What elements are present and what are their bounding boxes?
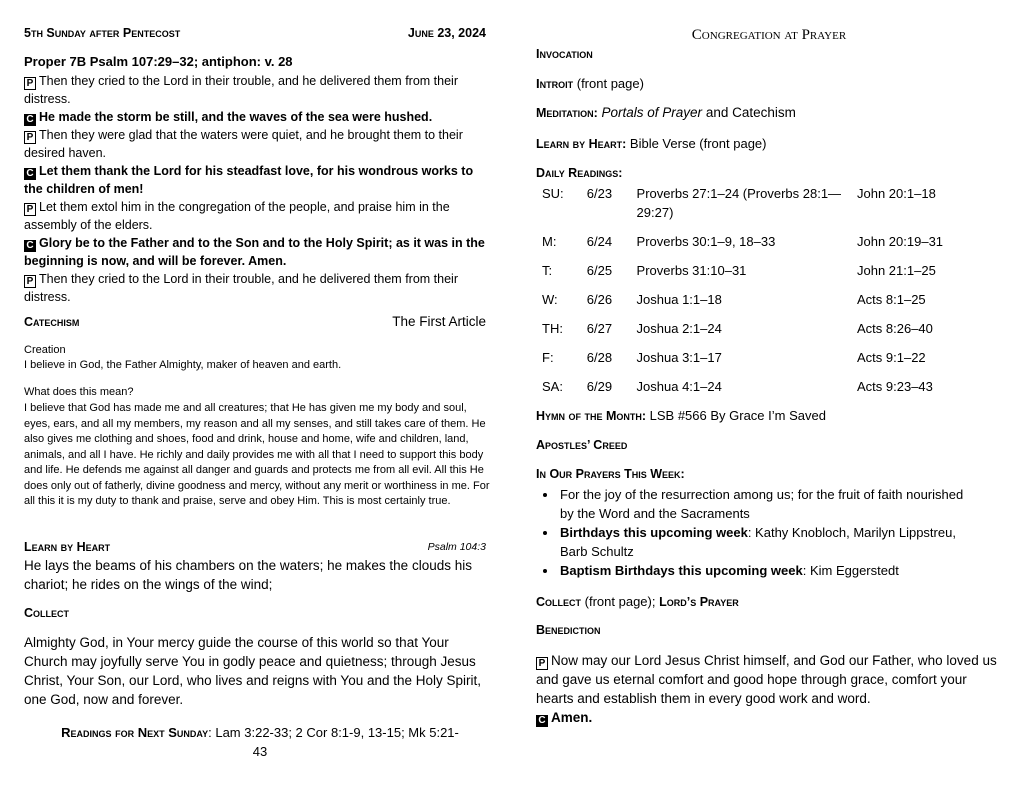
reading-date: 6/27 [586,321,613,336]
pastor-badge: P [536,657,548,670]
hymn-text: LSB #566 By Grace I’m Saved [649,408,826,423]
congregation-badge: C [24,114,36,126]
collect-text: Almighty God, in Your mercy guide the course of this world so that Your Church may joyfully serve You in godly peace and quietness; through Jesus Christ, Your Son, our Lord, who lives and reigns with You and the Holy Spirit, one God, now and forever. [24,635,482,707]
pastor-badge: P [24,275,36,288]
reading-day: F: [542,350,554,365]
catechism-article: The First Article [392,314,486,329]
reading-date: 6/24 [586,234,613,249]
right-title: Congregation at Prayer [691,27,847,43]
meaning-text: I believe that God has made me and all creatures; that He has given me my body and soul, eyes, ears, and all my members, my reason and all my senses, and still takes care of them. He also gives me clothing and shoes, food and drink, house and home, wife and children, land, animals, and all I have. He richly and daily provides me with all that I need to support this body and life. He defends me against all danger and guards and protects me from all evil. All this He does only out of fatherly, divine goodness and mercy, without any merit or worthiness in me. For all this it is my duty to thank and praise, serve and obey Him. This is most certainly true. [24,402,490,507]
creation-text: I believe in God, the Father Almighty, maker of heaven and earth. [24,359,342,371]
reading-nt: John 21:1–25 [857,263,936,278]
psalm-verse: P Then they were glad that the waters were quiet, and he brought them to their desired haven. [24,128,463,160]
next-sunday: Readings for Next Sunday: Lam 3:22-33; 2 Cor 8:1-9, 13-15; Mk 5:21- 43 [61,725,459,759]
psalm-verse: P Then they cried to the Lord in their trouble, and he delivered them from their distress. [24,272,458,304]
meditation-label: Meditation: [536,106,598,120]
invocation: Invocation [536,47,593,61]
psalm-verse: C He made the storm be still, and the waves of the sea were hushed. [24,108,486,126]
pastor-badge: P [24,77,36,90]
reading-date: 6/25 [586,263,613,278]
reading-day: M: [542,234,557,249]
daily-readings-label: Daily Readings: [536,166,623,180]
prayers-label: In Our Prayers This Week: [536,467,685,481]
reading-day: W: [542,292,558,307]
reading-nt: John 20:1–18 [857,186,936,201]
header-date: June 23, 2024 [407,26,486,40]
introit-note: (front page) [576,76,644,91]
learn-by-heart-label: Learn by Heart: [536,137,627,151]
daily-readings-table [536,184,1006,406]
reading-day: T: [542,263,553,278]
next-sunday-label: Readings for Next Sunday [61,725,209,740]
congregation-badge: C [536,715,548,727]
pastor-badge: P [24,203,36,216]
collect-lords-prayer [536,594,739,609]
reading-day: SU: [542,186,564,201]
prayer-item: • For the joy of the resurrection among us; for the fruit of faith nourished by the Word and the Sacraments [558,485,976,523]
header-title: 5th Sunday after Pentecost [24,26,181,40]
reading-ot: Joshua 1:1–18 [636,292,722,307]
reading-date: 6/29 [586,379,613,394]
reading-row [536,377,1006,406]
apostles-creed: Apostles’ Creed [536,438,628,452]
reading-ot: Joshua 3:1–17 [636,350,722,365]
readings-table [536,184,1006,406]
meaning-label: What does this mean? [24,386,134,398]
reading-date: 6/28 [586,350,613,365]
next-sunday-text-cont: 43 [252,744,268,759]
congregation-badge: C [24,168,36,180]
reading-ot: Proverbs 27:1–24 (Proverbs 28:1—29:27) [636,186,842,220]
psalm-verse: C Glory be to the Father and to the Son and to the Holy Spirit; as it was in the beginning is now, and will be forever. Amen. [24,236,485,268]
learn-label: Learn by Heart [24,540,111,554]
psalm-responsive [24,72,486,306]
psalm-verse: C Let them thank the Lord for his steadfast love, for his wondrous works to the children of men! [24,164,474,196]
pastor-badge: P [24,131,36,144]
learn-by-heart-text: Bible Verse (front page) [629,136,767,151]
meditation-rest: and Catechism [705,105,796,120]
reading-ot: Proverbs 30:1–9, 18–33 [636,234,776,249]
reading-row [536,348,1006,377]
collect-label: Collect [24,606,70,620]
collect-label-right: Collect [536,595,582,609]
reading-row [536,232,1006,261]
reading-day: TH: [542,321,563,336]
reading-nt: Acts 8:1–25 [857,292,926,307]
reading-row [536,261,1006,290]
psalm-verse: P Then they cried to the Lord in their trouble, and he delivered them from their distress. [24,74,458,106]
introit [536,76,644,91]
creation-label: Creation [24,344,66,356]
benediction-text: P Now may our Lord Jesus Christ himself, and God our Father, who loved us and gave us eternal comfort and good hope through grace, comfort your hearts and establish them in every good work and word. [536,653,997,706]
hymn-label: Hymn of the Month: [536,409,647,423]
reading-nt: Acts 9:23–43 [857,379,933,394]
benediction-label: Benediction [536,623,601,637]
next-sunday-text: Lam 3:22-33; 2 Cor 8:1-9, 13-15; Mk 5:21- [215,725,459,740]
reading-day: SA: [542,379,563,394]
reading-ot: Joshua 2:1–24 [636,321,722,336]
amen: C Amen. [536,708,592,727]
collect-note: (front page); [584,594,656,609]
prayers-list [536,485,976,580]
learn-by-heart [536,136,766,151]
learn-ref: Psalm 104:3 [427,541,486,553]
congregation-badge: C [24,240,36,252]
catechism-label: Catechism [24,315,80,329]
psalm-verse: P Let them extol him in the congregation of the people, and praise him in the assembly of the elders. [24,200,450,232]
prayer-item-baptism: • Baptism Birthdays this upcoming week: Kim Eggerstedt [558,561,976,580]
psalm-heading: Proper 7B Psalm 107:29–32; antiphon: v. 28 [24,54,293,69]
reading-date: 6/26 [586,292,613,307]
lords-prayer-label: Lord’s Prayer [659,595,739,609]
meditation [536,105,796,120]
hymn-of-month [536,408,826,423]
reading-ot: Joshua 4:1–24 [636,379,722,394]
reading-nt: Acts 8:26–40 [857,321,933,336]
prayer-item-birthdays: • Birthdays this upcoming week: Kathy Knobloch, Marilyn Lippstreu, Barb Schultz [558,523,976,561]
reading-row [536,319,1006,348]
reading-date: 6/23 [586,186,613,201]
reading-row [536,184,1006,232]
reading-ot: Proverbs 31:10–31 [636,263,747,278]
learn-text: He lays the beams of his chambers on the waters; he makes the clouds his chariot; he rides on the wings of the wind; [24,558,472,592]
introit-label: Introit [536,76,574,91]
reading-nt: John 20:19–31 [857,234,944,249]
meditation-book: Portals of Prayer [601,105,703,120]
reading-nt: Acts 9:1–22 [857,350,926,365]
reading-row [536,290,1006,319]
